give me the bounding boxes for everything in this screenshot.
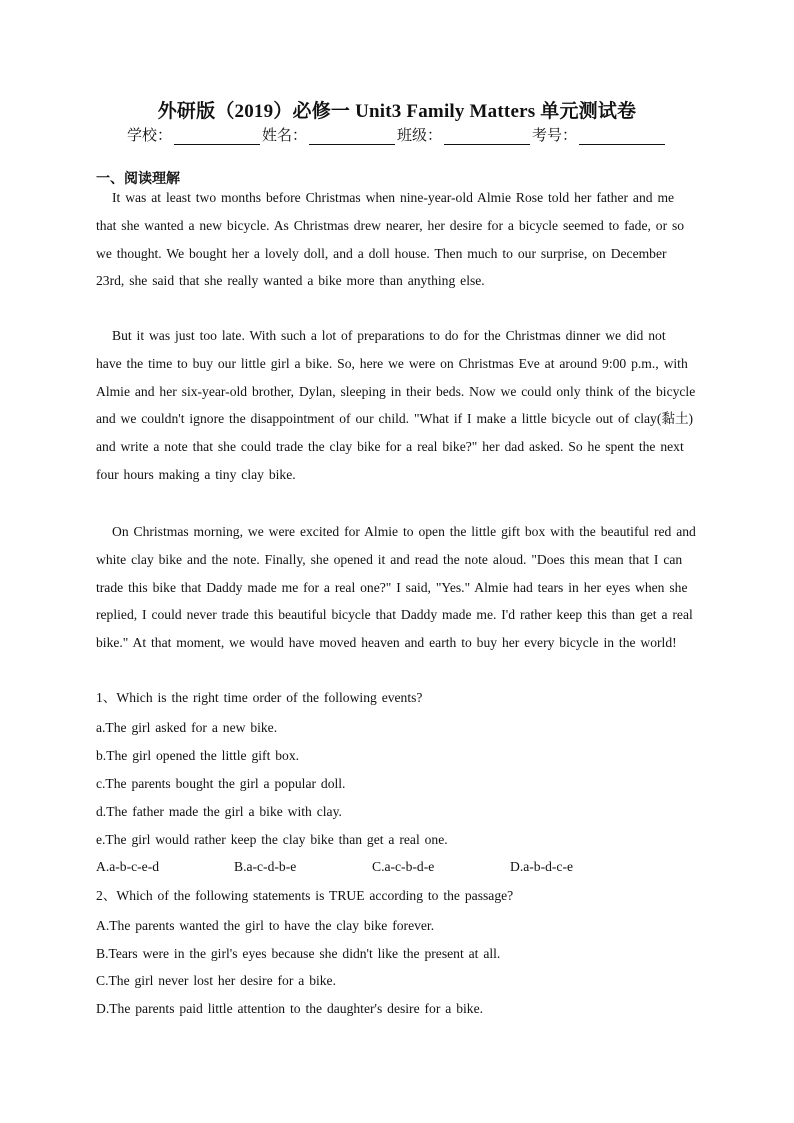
question-1-event-e: e.The girl would rather keep the clay bike than get a real one.: [96, 832, 448, 847]
question-2-option-b[interactable]: B.Tears were in the girl's eyes because she didn't like the present at all.: [96, 946, 501, 961]
school-blank[interactable]: [174, 130, 260, 145]
question-1-option-b[interactable]: B.a-c-d-b-e: [234, 859, 297, 874]
question-1-event-d: d.The father made the girl a bike with clay.: [96, 804, 342, 819]
question-1-option-a[interactable]: A.a-b-c-e-d: [96, 859, 160, 874]
school-label: 学校：: [126, 126, 172, 144]
question-1-option-c[interactable]: C.a-c-b-d-e: [372, 859, 435, 874]
passage-paragraph-1: [96, 184, 696, 295]
paragraph-text: But it was just too late. With such a lot of preparations to do for the Christmas dinner we did not have the time to buy our little girl a bike. So, here we were on Christmas Eve at around 9:00 p.m., with Almie and her six-year-old brother, Dylan, sleeping in their beds. Now we could only think of the bicycle and we couldn't ignore the disappointment of our child. "What if I make a little bicycle out of clay(黏土) and write a note that she could trade the clay bike for a real bike?" her dad asked. So he spent the next four hours making a tiny clay bike.: [96, 328, 696, 482]
passage-paragraph-3: [96, 518, 696, 657]
exam-no-label: 考号：: [532, 126, 578, 144]
question-1-event-a: a.The girl asked for a new bike.: [96, 720, 278, 735]
question-1-option-d[interactable]: D.a-b-d-c-e: [510, 859, 574, 874]
question-2-stem: 2、Which of the following statements is TRUE according to the passage?: [96, 888, 514, 903]
name-label: 姓名：: [261, 126, 307, 144]
paragraph-text: On Christmas morning, we were excited for Almie to open the little gift box with the beautiful red and white clay bike and the note. Finally, she opened it and read the note aloud. "Does this mean that I can trade this bike that Daddy made me for a real one?" I said, "Yes." Almie had tears in her eyes when she replied, I could never trade this beautiful bicycle that Daddy made me. I'd rather keep this than get a real bike." At that moment, we would have moved heaven and earth to buy her every bicycle in the world!: [96, 524, 696, 651]
name-blank[interactable]: [309, 130, 395, 145]
section-heading: 一、阅读理解: [96, 171, 180, 187]
question-1-event-c: c.The parents bought the girl a popular doll.: [96, 776, 346, 791]
question-2-option-d[interactable]: D.The parents paid little attention to the daughter's desire for a bike.: [96, 1001, 483, 1016]
passage-paragraph-2: [96, 322, 696, 489]
class-blank[interactable]: [444, 130, 530, 145]
paragraph-text: It was at least two months before Christmas when nine-year-old Almie Rose told her father and me that she wanted a new bicycle. As Christmas drew nearer, her desire for a bicycle seemed to fade, or so we thought. We bought her a lovely doll, and a doll house. Then much to our surprise, on December 23rd, she said that she really wanted a bike more than anything else.: [96, 190, 685, 289]
exam-no-blank[interactable]: [579, 130, 665, 145]
question-2-option-c[interactable]: C.The girl never lost her desire for a bike.: [96, 973, 336, 988]
class-label: 班级：: [397, 126, 443, 144]
student-info-line: [0, 124, 794, 145]
question-1-event-b: b.The girl opened the little gift box.: [96, 748, 300, 763]
page-title: 外研版（2019）必修一 Unit3 Family Matters 单元测试卷: [157, 101, 637, 122]
question-2-option-a[interactable]: A.The parents wanted the girl to have the clay bike forever.: [96, 918, 435, 933]
question-1-stem: 1、Which is the right time order of the following events?: [96, 690, 423, 705]
